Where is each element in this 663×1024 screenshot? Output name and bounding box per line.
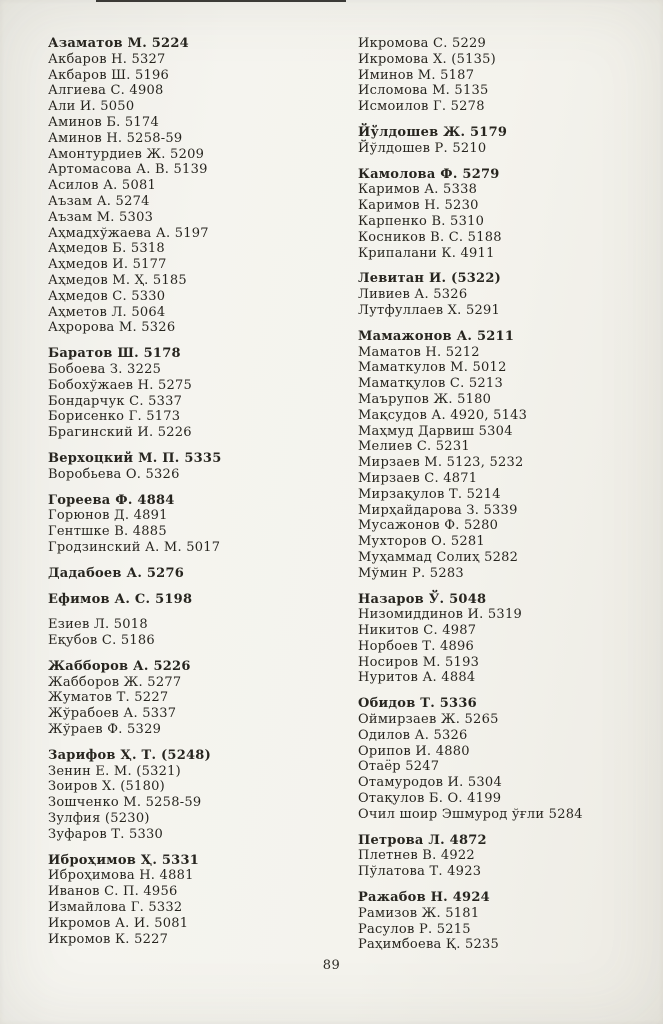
index-entry: Горюнов Д. 4891 bbox=[48, 508, 168, 524]
index-group bbox=[358, 592, 656, 687]
index-entry: Жуматов Т. 5227 bbox=[48, 690, 169, 706]
index-entry: Отамуродов И. 5304 bbox=[358, 775, 502, 791]
index-group bbox=[48, 451, 346, 483]
index-entry: Петрова Л. 4872 bbox=[358, 832, 487, 848]
index-entry: Иброҳимов Ҳ. 5331 bbox=[48, 852, 200, 868]
index-entry: Ливиев А. 5326 bbox=[358, 287, 468, 303]
index-entry: Акбаров Ш. 5196 bbox=[48, 67, 170, 83]
index-entry: Одилов А. 5326 bbox=[358, 727, 468, 743]
index-entry: Бобохўжаев Н. 5275 bbox=[48, 377, 193, 393]
index-entry: Еқубов С. 5186 bbox=[48, 633, 155, 649]
index-entry: Воробьева О. 5326 bbox=[48, 466, 180, 482]
index-group bbox=[48, 36, 346, 336]
index-entry: Борисенко Г. 5173 bbox=[48, 409, 181, 425]
index-entry: Аъзам М. 5303 bbox=[48, 209, 154, 225]
index-entry: Акбаров Н. 5327 bbox=[48, 51, 166, 67]
index-entry: Мўмин Р. 5283 bbox=[358, 565, 464, 581]
index-column-left bbox=[48, 36, 346, 963]
index-entry: Бобоева З. 3225 bbox=[48, 361, 162, 377]
index-group bbox=[48, 659, 346, 738]
index-entry: Амонтурдиев Ж. 5209 bbox=[48, 146, 205, 162]
index-entry: Аҳмедов И. 5177 bbox=[48, 257, 167, 273]
index-entry: Мухторов О. 5281 bbox=[358, 534, 485, 550]
index-group bbox=[358, 329, 656, 582]
index-entry: Жабборов Ж. 5277 bbox=[48, 674, 182, 690]
index-entry: Нуритов А. 4884 bbox=[358, 670, 476, 686]
scan-edge-artifact bbox=[96, 0, 346, 2]
index-entry: Алгиева С. 4908 bbox=[48, 83, 164, 99]
index-entry: Муҳаммад Солиҳ 5282 bbox=[358, 549, 519, 565]
index-entry: Аҳмедов С. 5330 bbox=[48, 288, 166, 304]
index-entry: Икромов К. 5227 bbox=[48, 931, 169, 947]
index-entry: Каримов А. 5338 bbox=[358, 182, 478, 198]
index-entry: Зулфия (5230) bbox=[48, 811, 150, 827]
index-entry: Расулов Р. 5215 bbox=[358, 921, 471, 937]
index-entry: Икромова Х. (5135) bbox=[358, 51, 496, 67]
index-entry: Верхоцкий М. П. 5335 bbox=[48, 450, 222, 466]
index-entry: Лутфуллаев Х. 5291 bbox=[358, 302, 501, 318]
index-group bbox=[358, 890, 656, 953]
index-entry: Азаматов М. 5224 bbox=[48, 36, 189, 51]
index-entry: Маҳмуд Дарвиш 5304 bbox=[358, 423, 513, 439]
index-entry: Мелиев С. 5231 bbox=[358, 439, 470, 455]
index-entry: Иванов С. П. 4956 bbox=[48, 884, 178, 900]
index-entry: Зуфаров Т. 5330 bbox=[48, 826, 164, 842]
index-entry: Икромов А. И. 5081 bbox=[48, 915, 189, 931]
index-entry: Али И. 5050 bbox=[48, 99, 135, 115]
index-group bbox=[358, 271, 656, 318]
index-group bbox=[48, 592, 346, 608]
index-entry: Аҳмедов М. Ҳ. 5185 bbox=[48, 272, 187, 288]
index-entry: Носиров М. 5193 bbox=[358, 654, 480, 670]
index-entry: Никитов С. 4987 bbox=[358, 623, 477, 639]
index-column-right bbox=[358, 36, 656, 963]
index-group bbox=[48, 748, 346, 843]
index-entry: Мамажонов А. 5211 bbox=[358, 328, 515, 344]
index-entry: Карпенко В. 5310 bbox=[358, 213, 485, 229]
index-entry: Плетнев В. 4922 bbox=[358, 848, 475, 864]
index-group bbox=[358, 36, 656, 115]
index-group bbox=[48, 493, 346, 556]
index-entry: Баратов Ш. 5178 bbox=[48, 346, 181, 362]
index-entry: Маматкулов М. 5012 bbox=[358, 360, 507, 376]
index-entry: Жабборов А. 5226 bbox=[48, 658, 191, 674]
index-entry: Мусажонов Ф. 5280 bbox=[358, 518, 499, 534]
index-entry: Камолова Ф. 5279 bbox=[358, 166, 500, 182]
index-entry: Маматқулов С. 5213 bbox=[358, 376, 503, 392]
index-entry: Орипов И. 4880 bbox=[358, 743, 470, 759]
index-entry: Дадабоев А. 5276 bbox=[48, 565, 185, 581]
index-entry: Жўрабоев А. 5337 bbox=[48, 706, 177, 722]
index-entry: Каримов Н. 5230 bbox=[358, 198, 479, 214]
index-entry: Отақулов Б. О. 4199 bbox=[358, 791, 502, 807]
index-entry: Брагинский И. 5226 bbox=[48, 425, 192, 441]
index-entry: Артомасова А. В. 5139 bbox=[48, 162, 208, 178]
index-entry: Гентшке В. 4885 bbox=[48, 524, 167, 540]
index-entry: Мирзаев М. 5123, 5232 bbox=[358, 455, 524, 471]
index-group bbox=[48, 853, 346, 948]
index-entry: Жўраев Ф. 5329 bbox=[48, 722, 162, 738]
index-entry: Низомиддинов И. 5319 bbox=[358, 607, 522, 623]
index-entry: Крипалани К. 4911 bbox=[358, 245, 495, 261]
index-entry: Назаров Ў. 5048 bbox=[358, 591, 487, 607]
index-group bbox=[48, 617, 346, 649]
index-entry: Оймирзаев Ж. 5265 bbox=[358, 712, 499, 728]
index-entry: Ефимов А. С. 5198 bbox=[48, 591, 193, 607]
index-entry: Иминов М. 5187 bbox=[358, 67, 475, 83]
index-entry: Икромова С. 5229 bbox=[358, 36, 487, 51]
index-group bbox=[358, 125, 656, 157]
index-entry: Обидов Т. 5336 bbox=[358, 696, 477, 712]
index-entry: Левитан И. (5322) bbox=[358, 271, 502, 287]
index-entry: Рамизов Ж. 5181 bbox=[358, 905, 480, 921]
index-entry: Гореева Ф. 4884 bbox=[48, 492, 175, 508]
index-entry: Бондарчук С. 5337 bbox=[48, 393, 183, 409]
index-entry: Мирҳайдарова З. 5339 bbox=[358, 502, 518, 518]
index-group bbox=[358, 167, 656, 262]
index-group bbox=[358, 833, 656, 880]
index-entry: Мирзаев С. 4871 bbox=[358, 470, 478, 486]
index-entry: Очил шоир Эшмурод ўғли 5284 bbox=[358, 806, 583, 822]
index-entry: Маматов Н. 5212 bbox=[358, 344, 480, 360]
index-entry: Мирзақулов Т. 5214 bbox=[358, 486, 501, 502]
index-group bbox=[48, 346, 346, 441]
index-entry: Аминов Б. 5174 bbox=[48, 114, 159, 130]
index-entry: Зенин Е. М. (5321) bbox=[48, 763, 181, 779]
index-entry: Маърупов Ж. 5180 bbox=[358, 391, 492, 407]
index-entry: Зарифов Ҳ. Т. (5248) bbox=[48, 747, 212, 763]
index-entry: Норбоев Т. 4896 bbox=[358, 638, 475, 654]
index-entry: Пўлатова Т. 4923 bbox=[358, 864, 482, 880]
page-number: 89 bbox=[322, 958, 341, 973]
index-entry: Аҳророва М. 5326 bbox=[48, 320, 176, 336]
index-entry: Исмоилов Г. 5278 bbox=[358, 99, 485, 115]
index-entry: Ражабов Н. 4924 bbox=[358, 890, 490, 906]
index-entry: Иброҳимова Н. 4881 bbox=[48, 868, 194, 884]
index-entry: Аҳмедов Б. 5318 bbox=[48, 241, 165, 257]
index-entry: Косников В. С. 5188 bbox=[358, 229, 502, 245]
index-entry: Раҳимбоева Қ. 5235 bbox=[358, 937, 500, 953]
index-entry: Езиев Л. 5018 bbox=[48, 617, 148, 633]
index-entry: Йўлдошев Р. 5210 bbox=[358, 140, 487, 156]
index-entry: Гродзинский А. М. 5017 bbox=[48, 539, 221, 555]
index-entry: Зошченко М. 5258-59 bbox=[48, 795, 202, 811]
index-entry: Исломова М. 5135 bbox=[358, 83, 489, 99]
index-entry: Отаёр 5247 bbox=[358, 759, 440, 775]
index-entry: Аҳметов Л. 5064 bbox=[48, 304, 166, 320]
index-group bbox=[48, 566, 346, 582]
index-entry: Аъзам А. 5274 bbox=[48, 193, 150, 209]
index-entry: Измайлова Г. 5332 bbox=[48, 900, 183, 916]
index-group bbox=[358, 696, 656, 822]
index-entry: Мақсудов А. 4920, 5143 bbox=[358, 407, 528, 423]
index-entry: Зоиров Х. (5180) bbox=[48, 779, 165, 795]
index-entry: Аҳмадхўжаева А. 5197 bbox=[48, 225, 209, 241]
index-entry: Йўлдошев Ж. 5179 bbox=[358, 124, 508, 140]
index-entry: Аминов Н. 5258-59 bbox=[48, 130, 183, 146]
index-entry: Асилов А. 5081 bbox=[48, 178, 157, 194]
